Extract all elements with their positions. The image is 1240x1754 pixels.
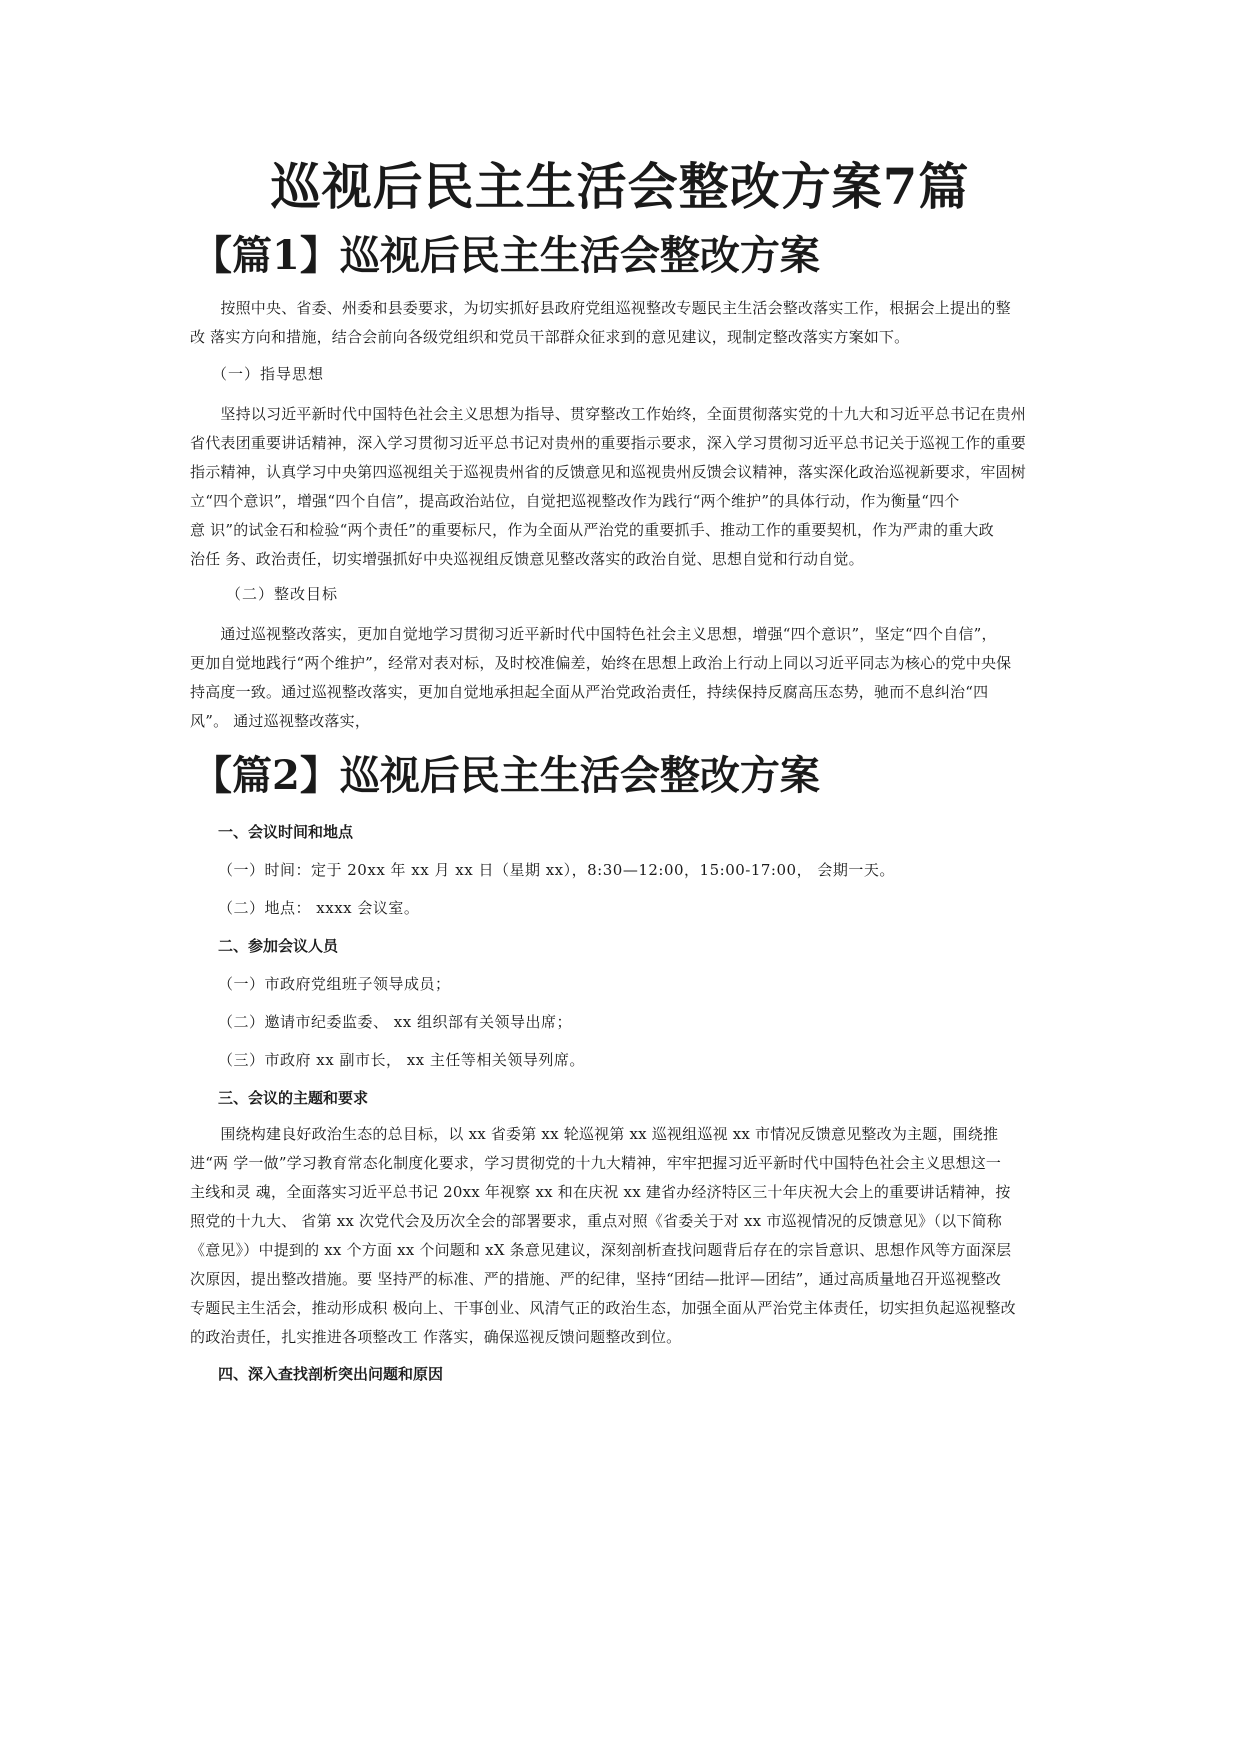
heading-meeting-time-place: 一、会议时间和地点	[218, 823, 354, 841]
text-line: 风”。 通过巡视整改落实，	[190, 712, 371, 730]
section-1-goals-paragraph	[190, 620, 1060, 736]
text-line: 省代表团重要讲话精神，深入学习贯彻习近平总书记对贵州的重要指示要求，深入学习贯彻习近平总书记关于巡视工作的重要	[190, 434, 1027, 452]
text-line: 持高度一致。通过巡视整改落实，更加自觉地承担起全面从严治党政治责任，持续保持反腐高压态势，驰而不息纠治“四	[190, 683, 989, 701]
document-title: 巡视后民主生活会整改方案7篇	[270, 157, 970, 216]
text-line: 次原因，提出整改措施。要 坚持严的标准、严的措施、严的纪律，坚持“团结—批评—团结”，通过高质量地召开巡视整改	[190, 1270, 1002, 1288]
attendee-item: （二）邀请市纪委监委、 xx 组织部有关领导出席；	[218, 1013, 572, 1031]
text-line: 的政治责任，扎实推进各项整改工 作落实，确保巡视反馈问题整改到位。	[190, 1328, 682, 1346]
attendee-item: （一）市政府党组班子领导成员；	[218, 975, 451, 993]
section-1-title: 【篇1】巡视后民主生活会整改方案	[192, 232, 820, 279]
meeting-time-item: （一）时间：定于 20xx 年 xx 月 xx 日（星期 xx），8:30—12:00，15:00-17:00， 会期一天。	[218, 861, 895, 879]
text-line: 《意见》）中提到的 xx 个方面 xx 个问题和 xX 条意见建议，深刻剖析查找问题背后存在的宗旨意识、思想作风等方面深层	[190, 1241, 1012, 1259]
text-line: 指示精神，认真学习中央第四巡视组关于巡视贵州省的反馈意见和巡视贵州反馈会议精神，落实深化政治巡视新要求，牢固树	[190, 463, 1027, 481]
text-line: 治任 务、政治责任，切实增强抓好中央巡视组反馈意见整改落实的政治自觉、思想自觉和行动自觉。	[190, 550, 864, 568]
section-2-title: 【篇2】巡视后民主生活会整改方案	[192, 752, 820, 799]
text-line: 坚持以习近平新时代中国特色社会主义思想为指导、贯穿整改工作始终，全面贯彻落实党的十九大和习近平总书记在贵州	[190, 405, 1027, 423]
text-line: 照党的十九大、 省第 xx 次党代会及历次全会的部署要求，重点对照《省委关于对 xx 市巡视情况的反馈意见》（以下简称	[190, 1212, 1002, 1230]
text-line: 意 识”的试金石和检验“两个责任”的重要标尺，作为全面从严治党的重要抓手、推动工作的重要契机，作为严肃的重大政	[190, 521, 994, 539]
subheading-guiding-thought: （一）指导思想	[212, 365, 325, 383]
subheading-rectification-goals: （二）整改目标	[226, 585, 339, 603]
text-line: 立“四个意识”，增强“四个自信”，提高政治站位，自觉把巡视整改作为践行“两个维护”的具体行动，作为衡量“四个	[190, 492, 960, 510]
heading-attendees: 二、参加会议人员	[218, 937, 339, 955]
section-1-guiding-paragraph	[190, 400, 1060, 574]
text-line: 更加自觉地践行“两个维护”，经常对表对标，及时校准偏差，始终在思想上政治上行动上同以习近平同志为核心的党中央保	[190, 654, 1012, 672]
attendee-item: （三）市政府 xx 副市长， xx 主任等相关领导列席。	[218, 1051, 585, 1069]
section-1-intro	[190, 294, 1060, 352]
text-line: 围绕构建良好政治生态的总目标，以 xx 省委第 xx 轮巡视第 xx 巡视组巡视 xx 市情况反馈意见整改为主题，围绕推	[190, 1125, 999, 1143]
meeting-place-item: （二）地点： xxxx 会议室。	[218, 899, 420, 917]
heading-theme-requirements: 三、会议的主题和要求	[218, 1089, 369, 1107]
text-line: 按照中央、省委、州委和县委要求，为切实抓好县政府党组巡视整改专题民主生活会整改落实工作，根据会上提出的整	[190, 299, 1011, 317]
text-line: 专题民主生活会，推动形成积 极向上、干事创业、风清气正的政治生态，加强全面从严治党主体责任，切实担负起巡视整改	[190, 1299, 1016, 1317]
text-line: 主线和灵 魂，全面落实习近平总书记 20xx 年视察 xx 和在庆祝 xx 建省办经济特区三十年庆祝大会上的重要讲话精神，按	[190, 1183, 1011, 1201]
text-line: 通过巡视整改落实，更加自觉地学习贯彻习近平新时代中国特色社会主义思想，增强“四个意识”，坚定“四个自信”，	[190, 625, 997, 643]
text-line: 改 落实方向和措施，结合会前向各级党组织和党员干部群众征求到的意见建议，现制定整改落实方案如下。	[190, 328, 910, 346]
heading-problems-analysis: 四、深入查找剖析突出问题和原因	[218, 1365, 444, 1383]
section-2-theme-paragraph	[190, 1120, 1060, 1352]
text-line: 进“两 学一做”学习教育常态化制度化要求，学习贯彻党的十九大精神，牢牢把握习近平新时代中国特色社会主义思想这一	[190, 1154, 1002, 1172]
